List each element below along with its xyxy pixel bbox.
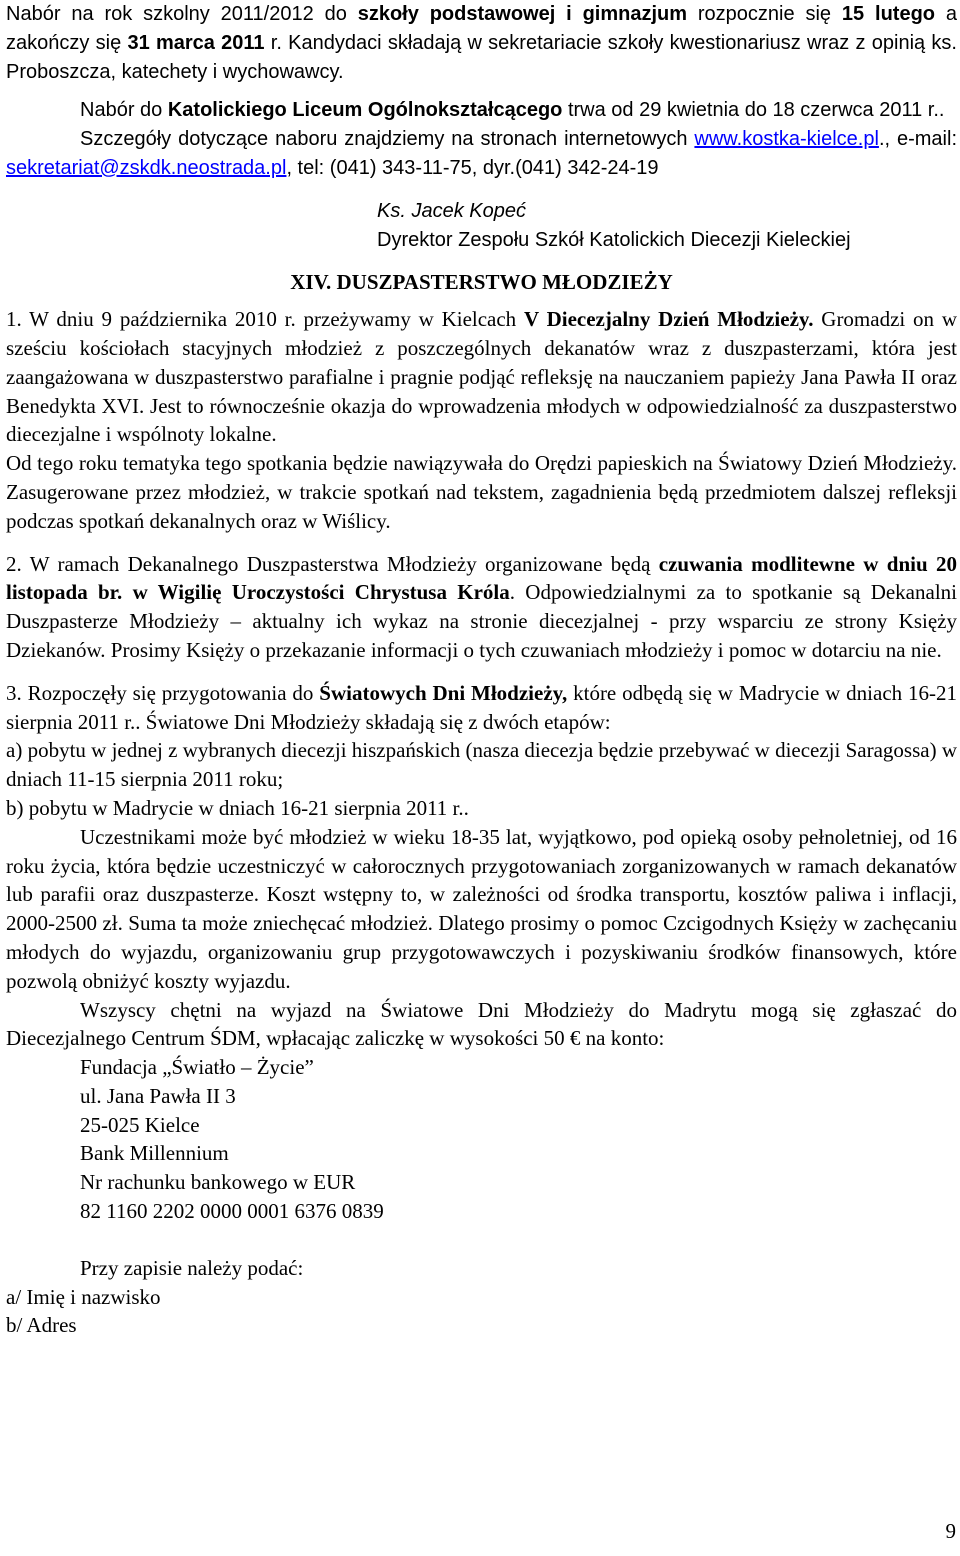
point-2-paragraph <box>6 550 957 665</box>
intro-text-1: Nabór na rok szkolny 2011/2012 <box>6 3 314 25</box>
intro-text-4: rozpocznie się <box>687 3 842 25</box>
signature-role: Dyrektor Zespołu Szkół Katolickich Diecezji Kieleckiej <box>377 228 851 251</box>
intro-paragraph <box>6 0 957 86</box>
point-1-bold-event: V Diecezjalny Dzień Młodzieży. <box>523 307 814 332</box>
intro-bold-start-date: 15 lutego <box>841 3 936 25</box>
point-3b-paragraph: b) pobytu w Madrycie w dniach 16-21 sierpnia 2011 r.. <box>6 795 469 820</box>
participants-paragraph: Uczestnikami może być młodzież w wieku 18-35 lat, wyjątkowo, pod opieką osoby pełnoletniej, od 16 roku życia, która będzie uczestniczyć w całorocznych przygotowaniach zorganizowanych w ramach dekanatów lub parafii oraz duszpasterze. Koszt wstępny to, w zależności od środka transportu, kosztów paliwa i inflacji, 2000-2500 zł. Suma ta może zniechęcać młodzież. Dlatego prosimy o pomoc Czcigodnych Księży w zachęcaniu młodych do wyjazdu, organizowaniu grup przygotowawczych i pozyskiwaniu środków finansowych, które pozwolą obniżyć koszty wyjazdu. <box>6 824 957 993</box>
point-3-paragraph <box>6 679 957 737</box>
point-1-text-1: 1. W dniu 9 października 2010 r. przeżywamy w Kielcach <box>6 307 524 332</box>
section-title: XIV. DUSZPASTERSTWO MŁODZIEŻY <box>290 270 673 295</box>
intro-text-8: r. Kandydaci składają w sekretariacie szkoły kwestionariusz wraz z opinią ks. Proboszcza, katechety i wychowawcy. <box>6 31 957 83</box>
page-number: 9 <box>945 1519 956 1543</box>
account-block <box>6 1053 957 1226</box>
details-text-1: Szczegóły dotyczące naboru znajdziemy na stronach internetowych <box>80 128 695 151</box>
account-line-city: 25-025 Kielce <box>80 1112 200 1137</box>
liceum-text-3: trwa od 29 kwietnia do 18 czerwca 2011 r.. <box>562 99 945 122</box>
account-line-account-number: 82 1160 2202 0000 0001 6376 0839 <box>80 1199 384 1224</box>
intro-bold-end-date: 31 marca 2011 <box>127 31 265 54</box>
point-1-text-3: Gromadzi on w sześciu kościołach stacyjnych młodzież z poszczególnych dekanatów wraz z duszpasterzami, która jest zaangażowana w duszpasterstwo parafialne i pragnie podjąć refleksję na nauczaniem papieży Jana Pawła II oraz Benedykta XVI. Jest to równocześnie okazja do wprowadzenia młodych w odpowiedzialność za duszpasterstwo diecezjalne i wspólnoty lokalne. <box>6 307 957 447</box>
liceum-paragraph <box>6 96 957 125</box>
point-2-text-3: . Odpowiedzialnymi za to spotkanie są Dekanalni Duszpasterze Młodzieży – aktualny ich wykaz na stronie diecezjalnej - przy wsparciu ze strony Księży Dziekanów. Prosimy Księży o przekazanie informacji o tych czuwaniach młodzieży i pomoc w dotarciu na nie. <box>6 580 957 662</box>
intro-text-6: a zakończy się <box>6 3 958 54</box>
details-text-2: ., e-mail: <box>878 128 957 151</box>
point-2-text-1: 2. W ramach Dekanalnego Duszpasterstwa Młodzieży organizowane będą <box>6 551 659 576</box>
point-1b-paragraph: Od tego roku tematyka tego spotkania będzie nawiązywała do Orędzi papieskich na Światowy Dzień Młodzieży. Zasugerowane przez młodzież, w trakcie spotkań nad tekstem, zagadnienia będą przedmiotem dalszej refleksji podczas spotkań dekanalnych oraz w Wiślicy. <box>6 451 957 533</box>
account-line-foundation: Fundacja „Światło – Życie” <box>80 1055 314 1080</box>
account-line-account-label: Nr rachunku bankowego w EUR <box>80 1170 356 1195</box>
email-link[interactable]: sekretariat@zskdk.neostrada.pl <box>6 156 287 179</box>
signup-heading: Przy zapisie należy podać: <box>80 1255 304 1280</box>
intro-bold-schools: szkoły podstawowej i gimnazjum <box>357 3 688 25</box>
point-3-text-1: 3. Rozpoczęły się przygotowania do <box>6 680 320 705</box>
point-1-paragraph <box>6 305 957 449</box>
liceum-bold-name: Katolickiego Liceum Ogólnokształcącego <box>167 99 563 122</box>
website-link[interactable]: www.kostka-kielce.pl <box>694 128 879 151</box>
point-3-text-3: które odbędą się w Madrycie w dniach 16-21 sierpnia 2011 r.. Światowe Dni Młodzieży składają się z dwóch etapów: <box>6 680 957 734</box>
point-3-bold-wyd: Światowych Dni Młodzieży, <box>319 680 568 705</box>
liceum-text-1: Nabór do <box>80 99 168 122</box>
signup-item-name: a/ Imię i nazwisko <box>6 1284 161 1309</box>
account-line-bank: Bank Millennium <box>80 1141 229 1166</box>
point-3a-paragraph: a) pobytu w jednej z wybranych diecezji hiszpańskich (nasza diecezja będzie przebywać w diecezji Saragossa) w dniach 11-15 sierpnia 2011 roku; <box>6 738 957 792</box>
details-paragraph <box>6 125 957 183</box>
account-line-street: ul. Jana Pawła II 3 <box>80 1083 236 1108</box>
signup-item-address: b/ Adres <box>6 1313 77 1338</box>
point-2-bold-vigil: czuwania modlitewne w dniu 20 listopada br. w Wigilię Uroczystości Chrystusa Króla <box>6 551 957 605</box>
details-text-3: , tel: (041) 343-11-75, dyr.(041) 342-24-19 <box>286 156 659 179</box>
intro-text-2: do <box>313 3 358 25</box>
signature-block <box>377 197 957 255</box>
registration-paragraph: Wszyscy chętni na wyjazd na Światowe Dni Młodzieży do Madrytu mogą się zgłaszać do Diecezjalnego Centrum ŚDM, wpłacając zaliczkę w wysokości 50 € na konto: <box>6 997 957 1051</box>
document-page <box>6 0 957 1340</box>
signature-name: Ks. Jacek Kopeć <box>377 199 526 222</box>
